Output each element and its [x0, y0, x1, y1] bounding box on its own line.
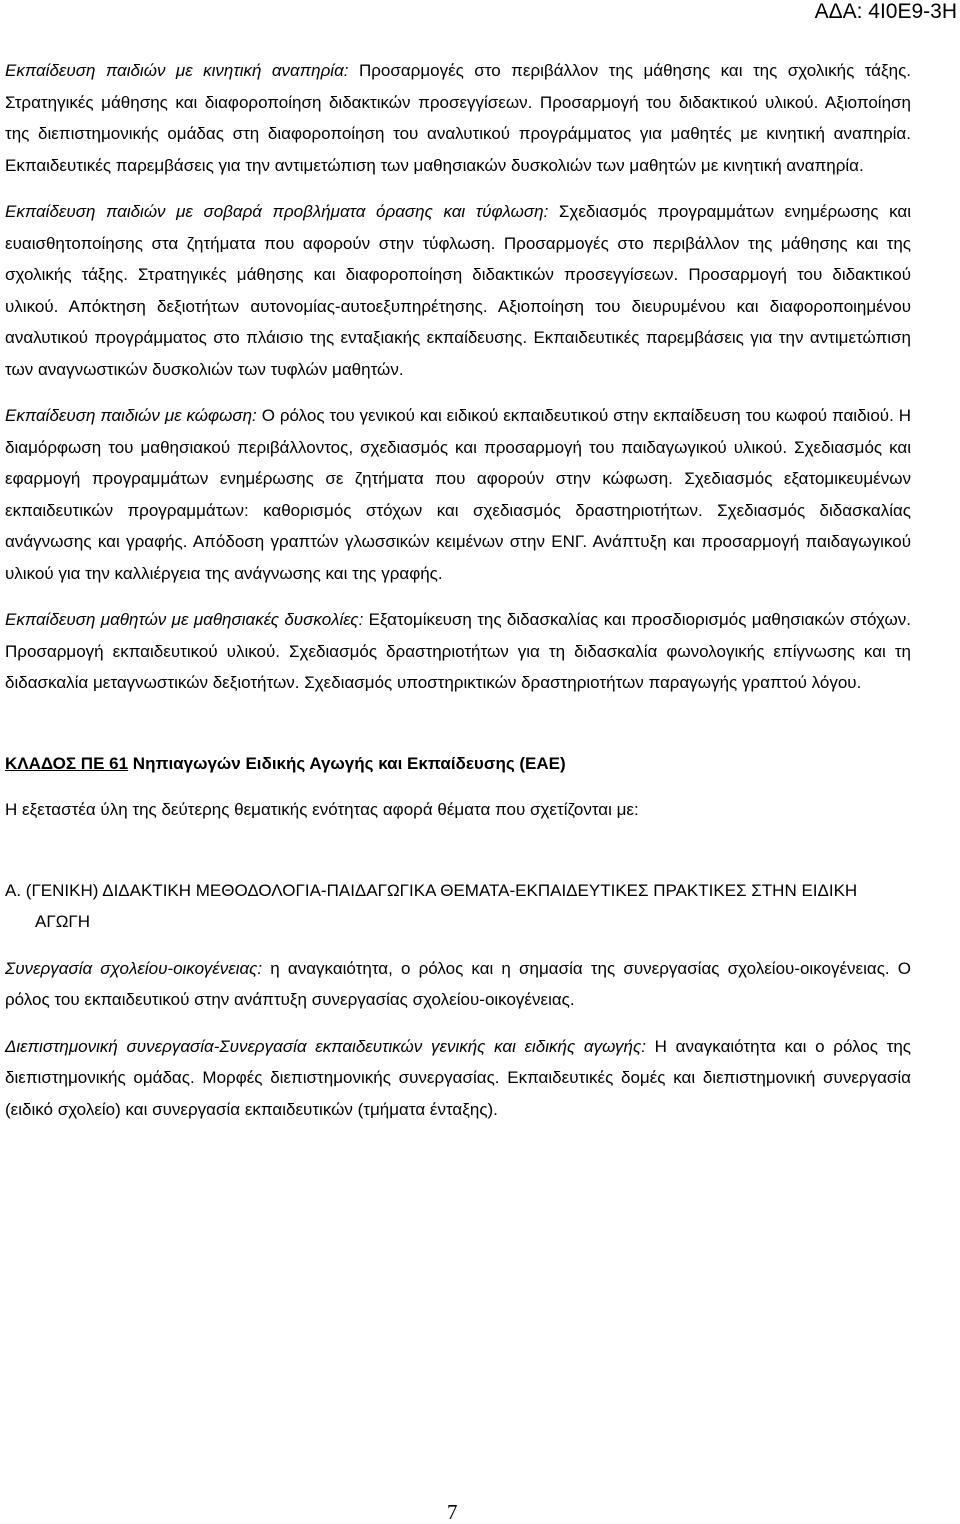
paragraph-title: Διεπιστημονική συνεργασία-Συνεργασία εκπαιδευτικών γενικής και ειδικής αγωγής: [5, 1036, 646, 1056]
paragraph-text: Ο ρόλος του γενικού και ειδικού εκπαιδευτικού στην εκπαίδευση του κωφού παιδιού. Η διαμόρφωση του μαθησιακού περιβάλλοντος, σχεδιασμός και προσαρμογή του παιδαγωγικού υλικού. Σχεδιασμός και εφαρμογή προγραμμάτων ενημέρωσης σε ζητήματα που αφορούν στην κώφωση. Σχεδιασμός εξατομικευμένων εκπαιδευτικών προγραμμάτων: καθορισμός στόχων και σχεδιασμός δραστηριοτήτων. Σχεδιασμός διδασκαλίας ανάγνωσης και γραφής. Απόδοση γραπτών γλωσσικών κειμένων στην ΕΝΓ. Ανάπτυξη και προσαρμογή παιδαγωγικού υλικού για την καλλιέργεια της ανάγνωσης και της γραφής. [5, 406, 911, 583]
document-body [5, 55, 911, 1140]
section-intro: Η εξεταστέα ύλη της δεύτερης θεματικής ενότητας αφορά θέματα που σχετίζονται με: [5, 800, 639, 819]
paragraph-learning-difficulties [5, 604, 911, 699]
section-heading [5, 748, 911, 780]
paragraph-school-family [5, 953, 911, 1016]
section-title: Νηπιαγωγών Ειδικής Αγωγής και Εκπαίδευσης (ΕΑΕ) [128, 753, 566, 773]
paragraph-text: Εξατομίκευση της διδασκαλίας και προσδιορισμός μαθησιακών στόχων. Προσαρμογή εκπαιδευτικού υλικού. Σχεδιασμός δραστηριοτήτων για τη διδασκαλία φωνολογικής επίγνωσης και τη διδασκαλία μεταγνωστικών δεξιοτήτων. Σχεδιασμός υποστηρικτικών δραστηριοτήτων παραγωγής γραπτού λόγου. [5, 610, 912, 692]
paragraph-title: Εκπαίδευση μαθητών με μαθησιακές δυσκολίες: [5, 610, 364, 629]
paragraph-title: Εκπαίδευση παιδιών με κινητική αναπηρία: [5, 61, 349, 80]
ada-code: ΑΔΑ: 4Ι0Ε9-3Η [814, 0, 957, 23]
paragraph-text: Σχεδιασμός προγραμμάτων ενημέρωσης και ευαισθητοποίησης στα ζητήματα που αφορούν στην τύφλωση. Προσαρμογές στο περιβάλλον της μάθησης και της σχολικής τάξης. Στρατηγικές μάθησης και διαφοροποίηση διδακτικών προσεγγίσεων. Προσαρμογή του διδακτικού υλικού. Απόκτηση δεξιοτήτων αυτονομίας-αυτοεξυπηρέτησης. Αξιοποίηση του διευρυμένου και διαφοροποιημένου αναλυτικού προγράμματος στο πλάισιο της ενταξιακής εκπαίδευσης. Εκπαιδευτικές παρεμβάσεις για την αντιμετώπιση των αναγνωστικών δυσκολιών των τυφλών μαθητών. [5, 202, 911, 379]
paragraph-blindness [5, 196, 911, 385]
section-code: ΚΛΑΔΟΣ ΠΕ 61 [5, 753, 129, 773]
spacer [5, 841, 911, 875]
subheading: Α. (ΓΕΝΙΚΗ) ΔΙΔΑΚΤΙΚΗ ΜΕΘΟΔΟΛΟΓΙΑ-ΠΑΙΔΑΓΩΓΙΚΑ ΘΕΜΑΤΑ-ΕΚΠΑΙΔΕΥΤΙΚΕΣ ΠΡΑΚΤΙΚΕΣ ΣΤΗΝ ΕΙΔΙΚΗ ΑΓΩΓΗ [5, 880, 858, 931]
spacer [5, 714, 911, 748]
page-number: 7 [447, 1500, 458, 1524]
paragraph-deafness [5, 400, 911, 589]
paragraph-text: η αναγκαιότητα, ο ρόλος και η σημασία της συνεργασίας σχολείου-οικογένειας. Ο ρόλος του εκπαιδευτικού στην ανάπτυξη συνεργασίας σχολείου-οικογένειας. [5, 958, 911, 1009]
paragraph-motor-disability [5, 55, 911, 181]
paragraph-title: Συνεργασία σχολείου-οικογένειας: [5, 958, 263, 978]
paragraph-interdisciplinary [5, 1031, 911, 1126]
paragraph-text: Η αναγκαιότητα και ο ρόλος της διεπιστημονικής ομάδας. Μορφές διεπιστημονικής συνεργασίας. Εκπαιδευτικές δομές και διεπιστημονική συνεργασία (ειδικό σχολείο) και συνεργασία εκπαιδευτικών (τμήματα ένταξης). [5, 1036, 912, 1119]
paragraph-text: Προσαρμογές στο περιβάλλον της μάθησης και της σχολικής τάξης. Στρατηγικές μάθησης και διαφοροποίηση διδακτικών προσεγγίσεων. Προσαρμογή του διδακτικού υλικού. Αξιοποίηση της διεπιστημονικής ομάδας στη διαφοροποίηση του αναλυτικού προγράμματος για μαθητές με κινητική αναπηρία. Εκπαιδευτικές παρεμβάσεις για την αντιμετώπιση των μαθησιακών δυσκολιών των μαθητών με κινητική αναπηρία. [5, 61, 911, 175]
paragraph-title: Εκπαίδευση παιδιών με σοβαρά προβλήματα όρασης και τύφλωση: [5, 202, 549, 221]
paragraph-title: Εκπαίδευση παιδιών με κώφωση: [5, 406, 257, 425]
